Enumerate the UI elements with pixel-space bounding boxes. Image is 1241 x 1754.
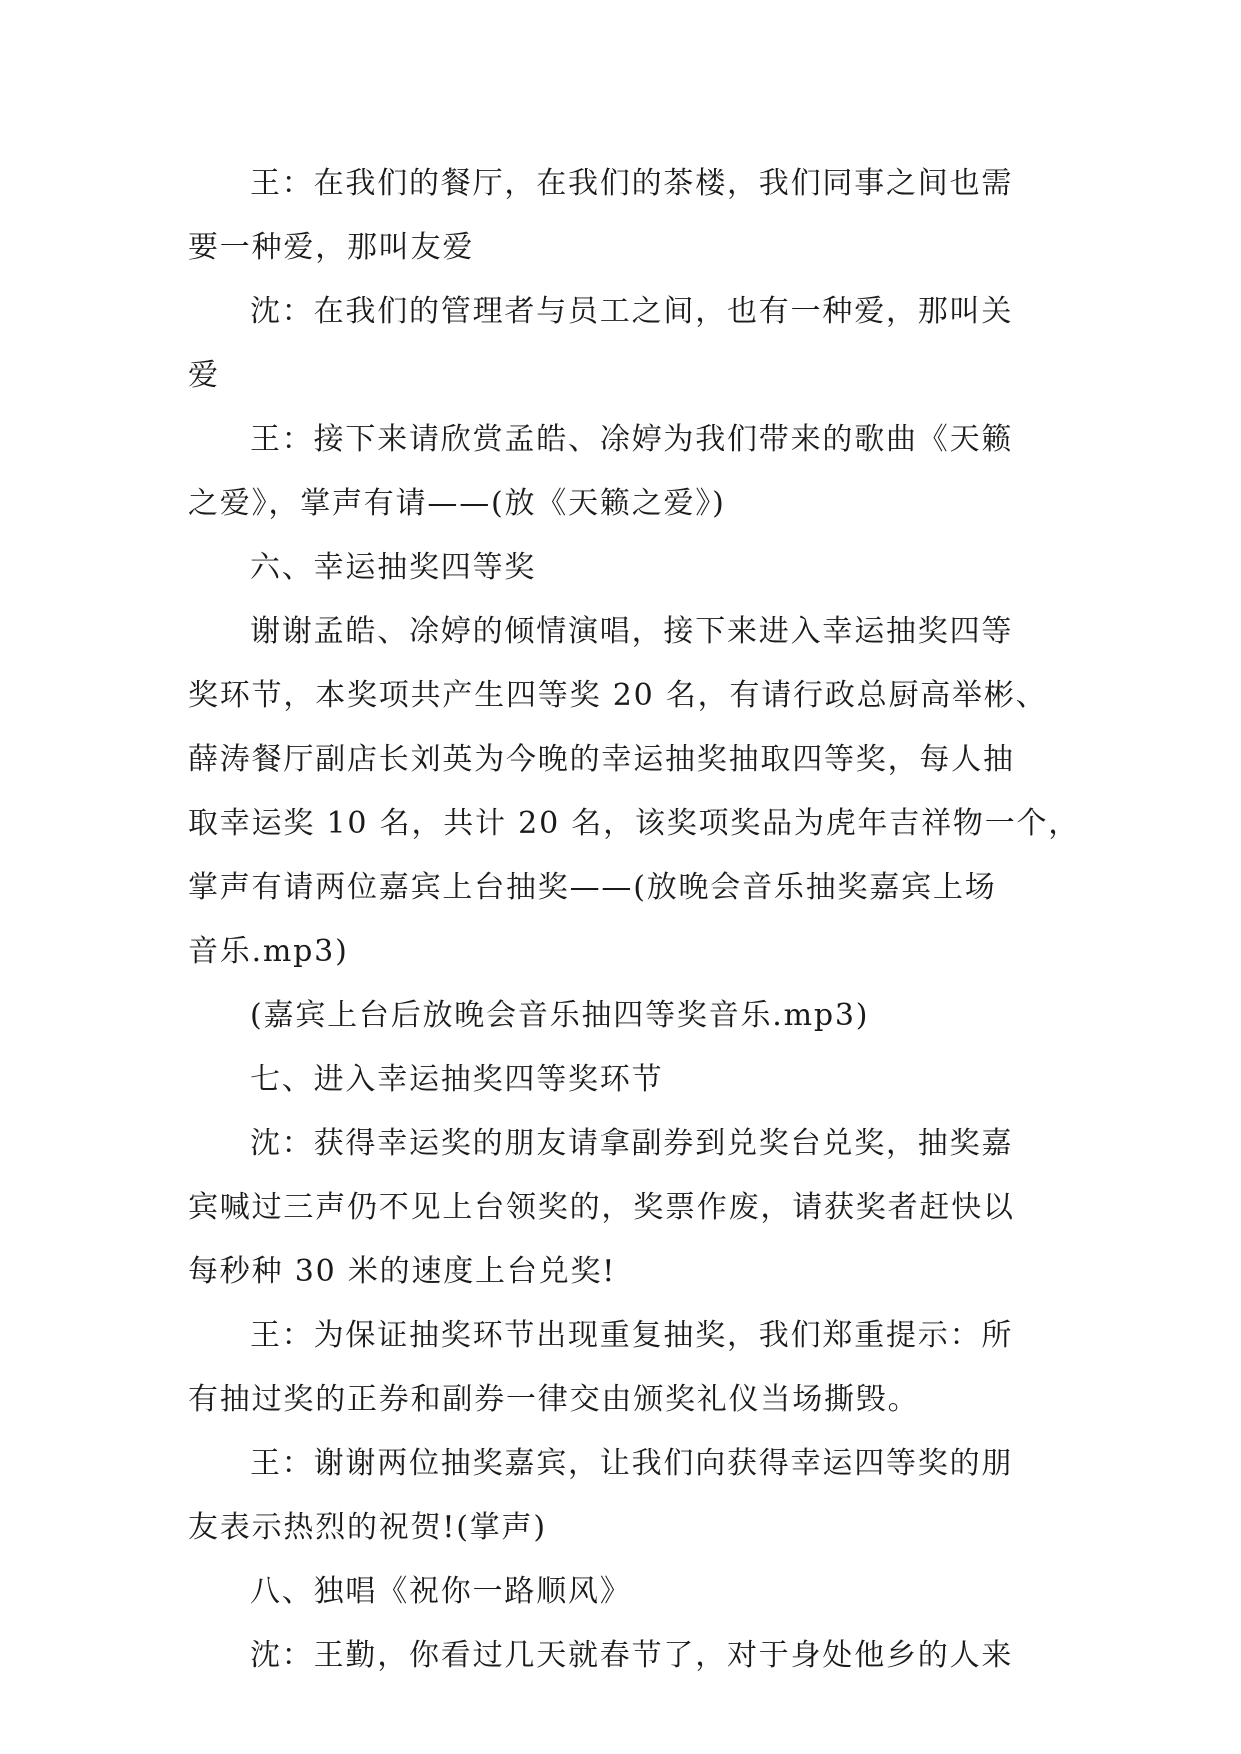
- text-line: 谢谢孟皓、凃婷的倾情演唱，接下来进入幸运抽奖四等: [250, 614, 1014, 649]
- paragraph: [188, 408, 1058, 536]
- text-line: 薛涛餐厅副店长刘英为今晚的幸运抽奖抽取四等奖，每人抽: [188, 742, 1015, 777]
- text-line: 王：接下来请欣赏孟皓、凃婷为我们带来的歌曲《天籁: [250, 422, 1014, 457]
- text-line: 之爱》，掌声有请——(放《天籁之爱》): [188, 486, 726, 521]
- text-line: 音乐.mp3): [188, 934, 349, 969]
- text-line: 每秒种 30 米的速度上台兑奖!: [188, 1254, 617, 1289]
- document-body: [188, 152, 1081, 1688]
- paragraph: [188, 152, 1058, 280]
- text-line: 六、幸运抽奖四等奖: [250, 550, 537, 585]
- text-line: 有抽过奖的正券和副券一律交由颁奖礼仪当场撕毁。: [188, 1382, 920, 1417]
- paragraph: [188, 984, 1058, 1048]
- paragraph: [188, 1048, 1058, 1112]
- text-line: 八、独唱《祝你一路顺风》: [250, 1574, 632, 1609]
- paragraph: [188, 1624, 1058, 1688]
- text-line: 沈：在我们的管理者与员工之间，也有一种爱，那叫关: [250, 294, 1014, 329]
- text-line: 取幸运奖 10 名，共计 20 名，该奖项奖品为虎年吉祥物一个，: [188, 806, 1081, 841]
- paragraph: [188, 1304, 1058, 1432]
- paragraph: [188, 1560, 1058, 1624]
- text-line: 爱: [188, 358, 220, 393]
- paragraph: [188, 600, 1081, 984]
- text-line: 七、进入幸运抽奖四等奖环节: [250, 1062, 664, 1097]
- paragraph: [188, 280, 1058, 408]
- text-line: 掌声有请两位嘉宾上台抽奖——(放晚会音乐抽奖嘉宾上场: [188, 870, 997, 905]
- paragraph: [188, 536, 1058, 600]
- text-line: 王：谢谢两位抽奖嘉宾，让我们向获得幸运四等奖的朋: [250, 1446, 1014, 1481]
- text-line: 奖环节，本奖项共产生四等奖 20 名，有请行政总厨高举彬、: [188, 678, 1048, 713]
- text-line: 宾喊过三声仍不见上台领奖的，奖票作废，请获奖者赶快以: [188, 1190, 1015, 1225]
- text-line: 友表示热烈的祝贺!(掌声): [188, 1510, 547, 1545]
- text-line: 王：为保证抽奖环节出现重复抽奖，我们郑重提示：所: [250, 1318, 1014, 1353]
- text-line: 王：在我们的餐厅，在我们的茶楼，我们同事之间也需: [250, 166, 1014, 201]
- text-line: (嘉宾上台后放晚会音乐抽四等奖音乐.mp3): [250, 998, 870, 1033]
- paragraph: [188, 1112, 1058, 1304]
- paragraph: [188, 1432, 1058, 1560]
- text-line: 沈：王勤，你看过几天就春节了，对于身处他乡的人来: [250, 1638, 1014, 1673]
- text-line: 要一种爱，那叫友爱: [188, 230, 475, 265]
- text-line: 沈：获得幸运奖的朋友请拿副券到兑奖台兑奖，抽奖嘉: [250, 1126, 1014, 1161]
